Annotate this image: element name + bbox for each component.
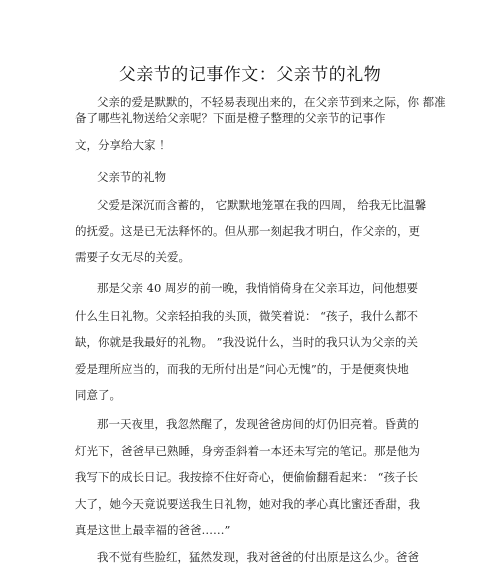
paragraph-3-line-1: 那一天夜里，我忽然醒了，发现爸爸房间的灯仍旧亮着。昏黄的 <box>97 417 419 431</box>
paragraph-3-line-2: 灯光下，爸爸早已熟睡，身旁歪斜着一本还未写完的笔记。那是他为 <box>75 444 420 458</box>
paragraph-3-line-5: 真是这世上最幸福的爸爸……” <box>75 523 231 537</box>
paragraph-2-line-4: 爱是理所应当的，而我的无所付出是“问心无愧”的，于是便爽快地 <box>75 362 409 376</box>
subheading: 父亲节的礼物 <box>97 170 166 184</box>
paragraph-1-line-2: 的抚爱。这是已无法释怀的。但从那一刻起我才明白，作父亲的，更 <box>75 224 420 238</box>
paragraph-1-line-1: 父爱是深沉而含蓄的， 它默默地笼罩在我的四周， 给我无比温馨 <box>97 198 427 212</box>
intro-line-1: 父亲的爱是默默的，不轻易表现出来的，在父亲节到来之际，你 都准 <box>97 95 446 109</box>
paragraph-3-line-4: 大了，她今天竟说要送我生日礼物，她对我的孝心真比蜜还香甜，我 <box>75 497 420 511</box>
paragraph-3-line-3: 我写下的成长日记。我按捺不住好奇心，便偷偷翻看起来： “孩子长 <box>75 470 419 484</box>
intro-line-3: 文，分享给大家 ！ <box>75 138 171 152</box>
paragraph-2-line-3: 缺，你就是我最好的礼物。 ”我没说什么，当时的我只认为父亲的关 <box>75 335 419 349</box>
paragraph-2-line-5: 同意了。 <box>75 388 121 402</box>
intro-line-2: 备了哪些礼物送给父亲呢？下面是橙子整理的父亲节的记事作 <box>75 111 386 125</box>
paragraph-4-line-1: 我不觉有些脸红，猛然发现，我对爸爸的付出原是这么少。爸爸 <box>97 550 419 564</box>
paragraph-1-line-3: 需要子女无尽的关爱。 <box>75 250 190 264</box>
article-title: 父亲节的记事作文：父亲节的礼物 <box>118 65 382 85</box>
paragraph-2-line-2: 什么生日礼物。父亲轻拍我的头顶，微笑着说： “孩子，我什么都不 <box>75 309 419 323</box>
paragraph-2-line-1: 那是父亲 40 周岁的前一晚，我悄悄倚身在父亲耳边，问他想要 <box>97 281 418 295</box>
